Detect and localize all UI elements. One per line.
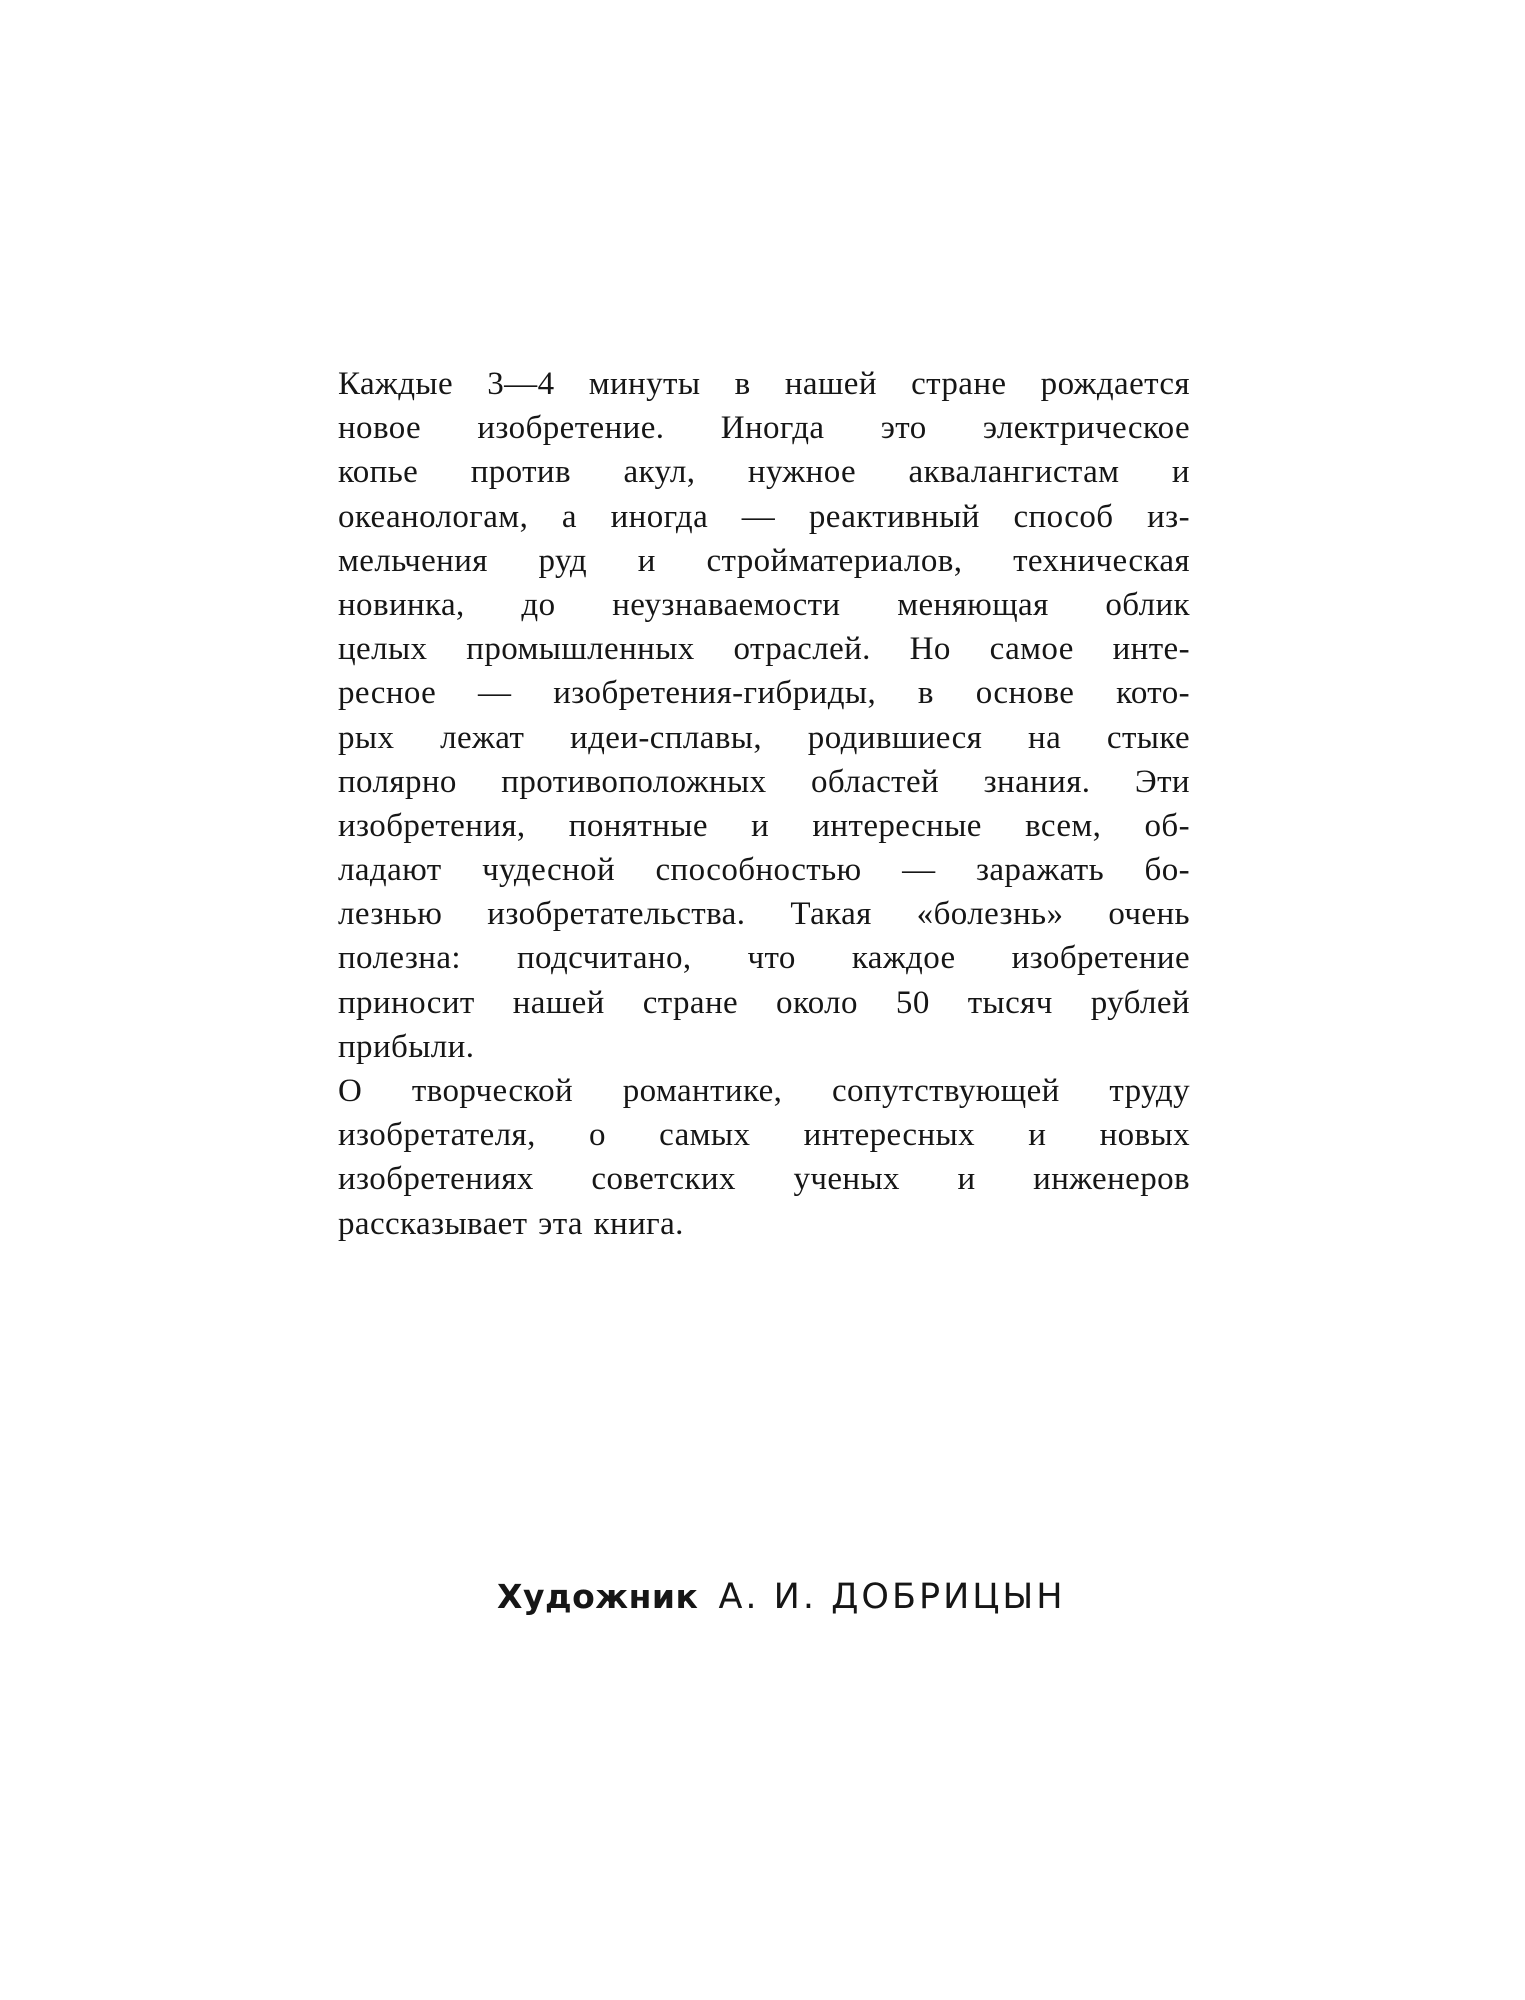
text-line: ресное — изобретения-гибриды, в основе кото- [338, 675, 1190, 712]
text-line: изобретения, понятные и интересные всем, об- [338, 807, 1190, 844]
text-line: копье против акул, нужное аквалангистам и [338, 454, 1190, 491]
text-line: целых промышленных отраслей. Но самое инте- [338, 631, 1190, 668]
text-line: полярно противоположных областей знания. Эти [338, 763, 1190, 800]
book-annotation [338, 362, 1190, 1246]
text-line: мельчения руд и стройматериалов, техническая [338, 542, 1190, 579]
credit-role: Художник [497, 1577, 699, 1616]
text-line: новое изобретение. Иногда это электрическое [338, 410, 1190, 447]
text-line: прибыли. [338, 1028, 475, 1065]
text-line: ладают чудесной способностью — заражать бо- [338, 852, 1190, 889]
annotation-paragraph-1 [338, 362, 1190, 1069]
text-line: изобретателя, о самых интересных и новых [338, 1117, 1190, 1154]
text-line: изобретениях советских ученых и инженеров [338, 1161, 1190, 1198]
text-line: океанологам, а иногда — реактивный способ из- [338, 498, 1190, 535]
credit-name: А. И. ДОБРИЦЫН [718, 1577, 1066, 1617]
illustrator-credit [497, 1573, 1066, 1620]
text-line: Каждые 3—4 минуты в нашей стране рождается [338, 366, 1190, 402]
text-line: О творческой романтике, сопутствующей труду [338, 1073, 1190, 1109]
text-line: лезнью изобретательства. Такая «болезнь» очень [338, 896, 1190, 933]
text-line: новинка, до неузнаваемости меняющая облик [338, 586, 1190, 623]
text-line: приносит нашей стране около 50 тысяч рублей [338, 984, 1190, 1021]
annotation-paragraph-2 [338, 1069, 1190, 1246]
text-line: рассказывает эта книга. [338, 1205, 684, 1242]
text-line: рых лежат идеи-сплавы, родившиеся на стыке [338, 719, 1190, 756]
text-line: полезна: подсчитано, что каждое изобретение [338, 940, 1190, 977]
